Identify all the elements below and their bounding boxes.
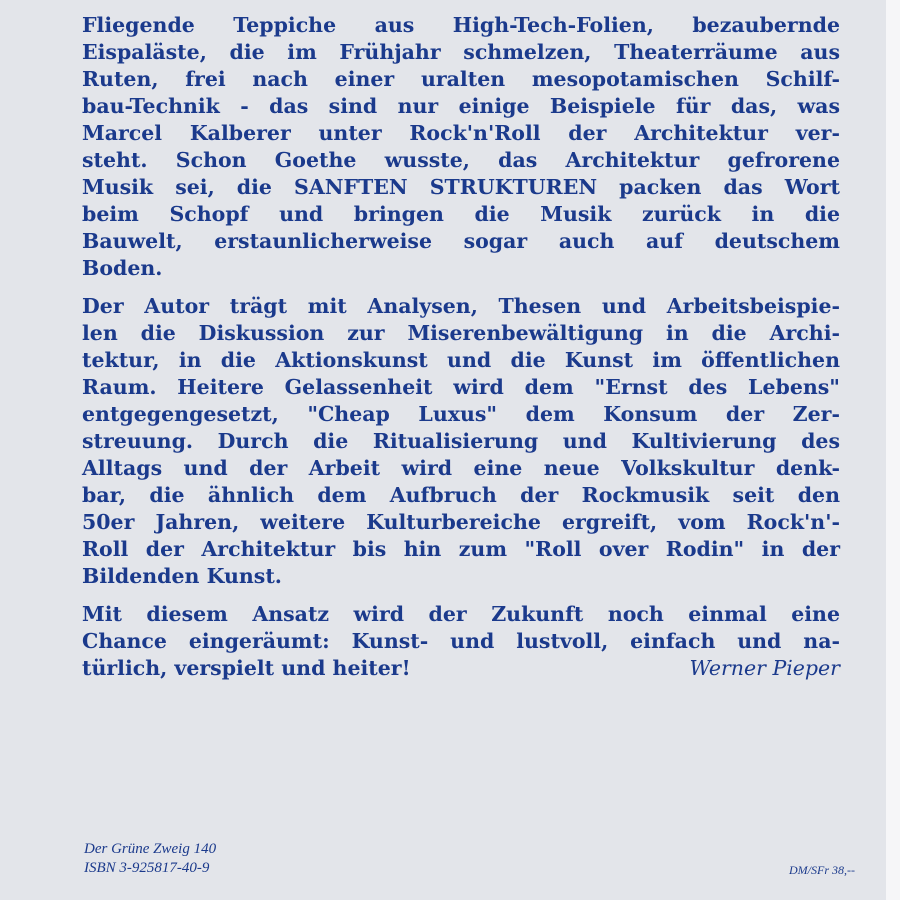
blurb-text xyxy=(82,12,840,693)
text-line: len die Diskussion zur Miserenbewältigung in die Archi- xyxy=(82,321,840,345)
text-line: entgegengesetzt, "Cheap Luxus" dem Konsum der Zer- xyxy=(82,402,840,426)
text-line: Fliegende Teppiche aus High-Tech-Folien, bezaubernde xyxy=(82,13,840,37)
text-line xyxy=(82,655,840,682)
text-line: Bauwelt, erstaunlicherweise sogar auch auf deutschem xyxy=(82,229,840,253)
series-label: Der Grüne Zweig 140 xyxy=(84,841,217,857)
text-line: Raum. Heitere Gelassenheit wird dem "Ernst des Lebens" xyxy=(82,375,840,399)
publication-info xyxy=(84,840,216,878)
isbn-label: ISBN 3-925817-40-9 xyxy=(84,860,210,876)
text-line: 50er Jahren, weitere Kulturbereiche ergreift, vom Rock'n'- xyxy=(82,510,840,534)
paragraph xyxy=(82,12,840,282)
text-line: bar, die ähnlich dem Aufbruch der Rockmusik seit den xyxy=(82,483,840,507)
text-line: Mit diesem Ansatz wird der Zukunft noch einmal eine xyxy=(82,602,840,626)
text-line: Bildenden Kunst. xyxy=(82,564,282,588)
text-line: Roll der Architektur bis hin zum "Roll over Rodin" in der xyxy=(82,537,840,561)
text-line: Ruten, frei nach einer uralten mesopotamischen Schilf- xyxy=(82,67,840,91)
author-signature: Werner Pieper xyxy=(689,656,840,680)
paragraph xyxy=(82,601,840,682)
text-line: beim Schopf und bringen die Musik zurück in die xyxy=(82,202,840,226)
text-line: Eispaläste, die im Frühjahr schmelzen, Theaterräume aus xyxy=(82,40,840,64)
text-line-content: türlich, verspielt und heiter! xyxy=(82,656,411,680)
page-edge xyxy=(886,0,900,900)
text-line: Alltags und der Arbeit wird eine neue Volkskultur denk- xyxy=(82,456,840,480)
text-line: Boden. xyxy=(82,256,163,280)
text-line: bau-Technik - das sind nur einige Beispiele für das, was xyxy=(82,94,840,118)
paragraph xyxy=(82,293,840,590)
price-label: DM/SFr 38,-- xyxy=(789,863,855,877)
text-line: streuung. Durch die Ritualisierung und Kultivierung des xyxy=(82,429,840,453)
text-line: Der Autor trägt mit Analysen, Thesen und Arbeitsbeispie- xyxy=(82,294,840,318)
text-line: steht. Schon Goethe wusste, das Architektur gefrorene xyxy=(82,148,840,172)
text-line: Marcel Kalberer unter Rock'n'Roll der Architektur ver- xyxy=(82,121,840,145)
text-line: Musik sei, die SANFTEN STRUKTUREN packen das Wort xyxy=(82,175,840,199)
text-line: tektur, in die Aktionskunst und die Kunst im öffentlichen xyxy=(82,348,840,372)
text-line: Chance eingeräumt: Kunst- und lustvoll, einfach und na- xyxy=(82,629,840,653)
